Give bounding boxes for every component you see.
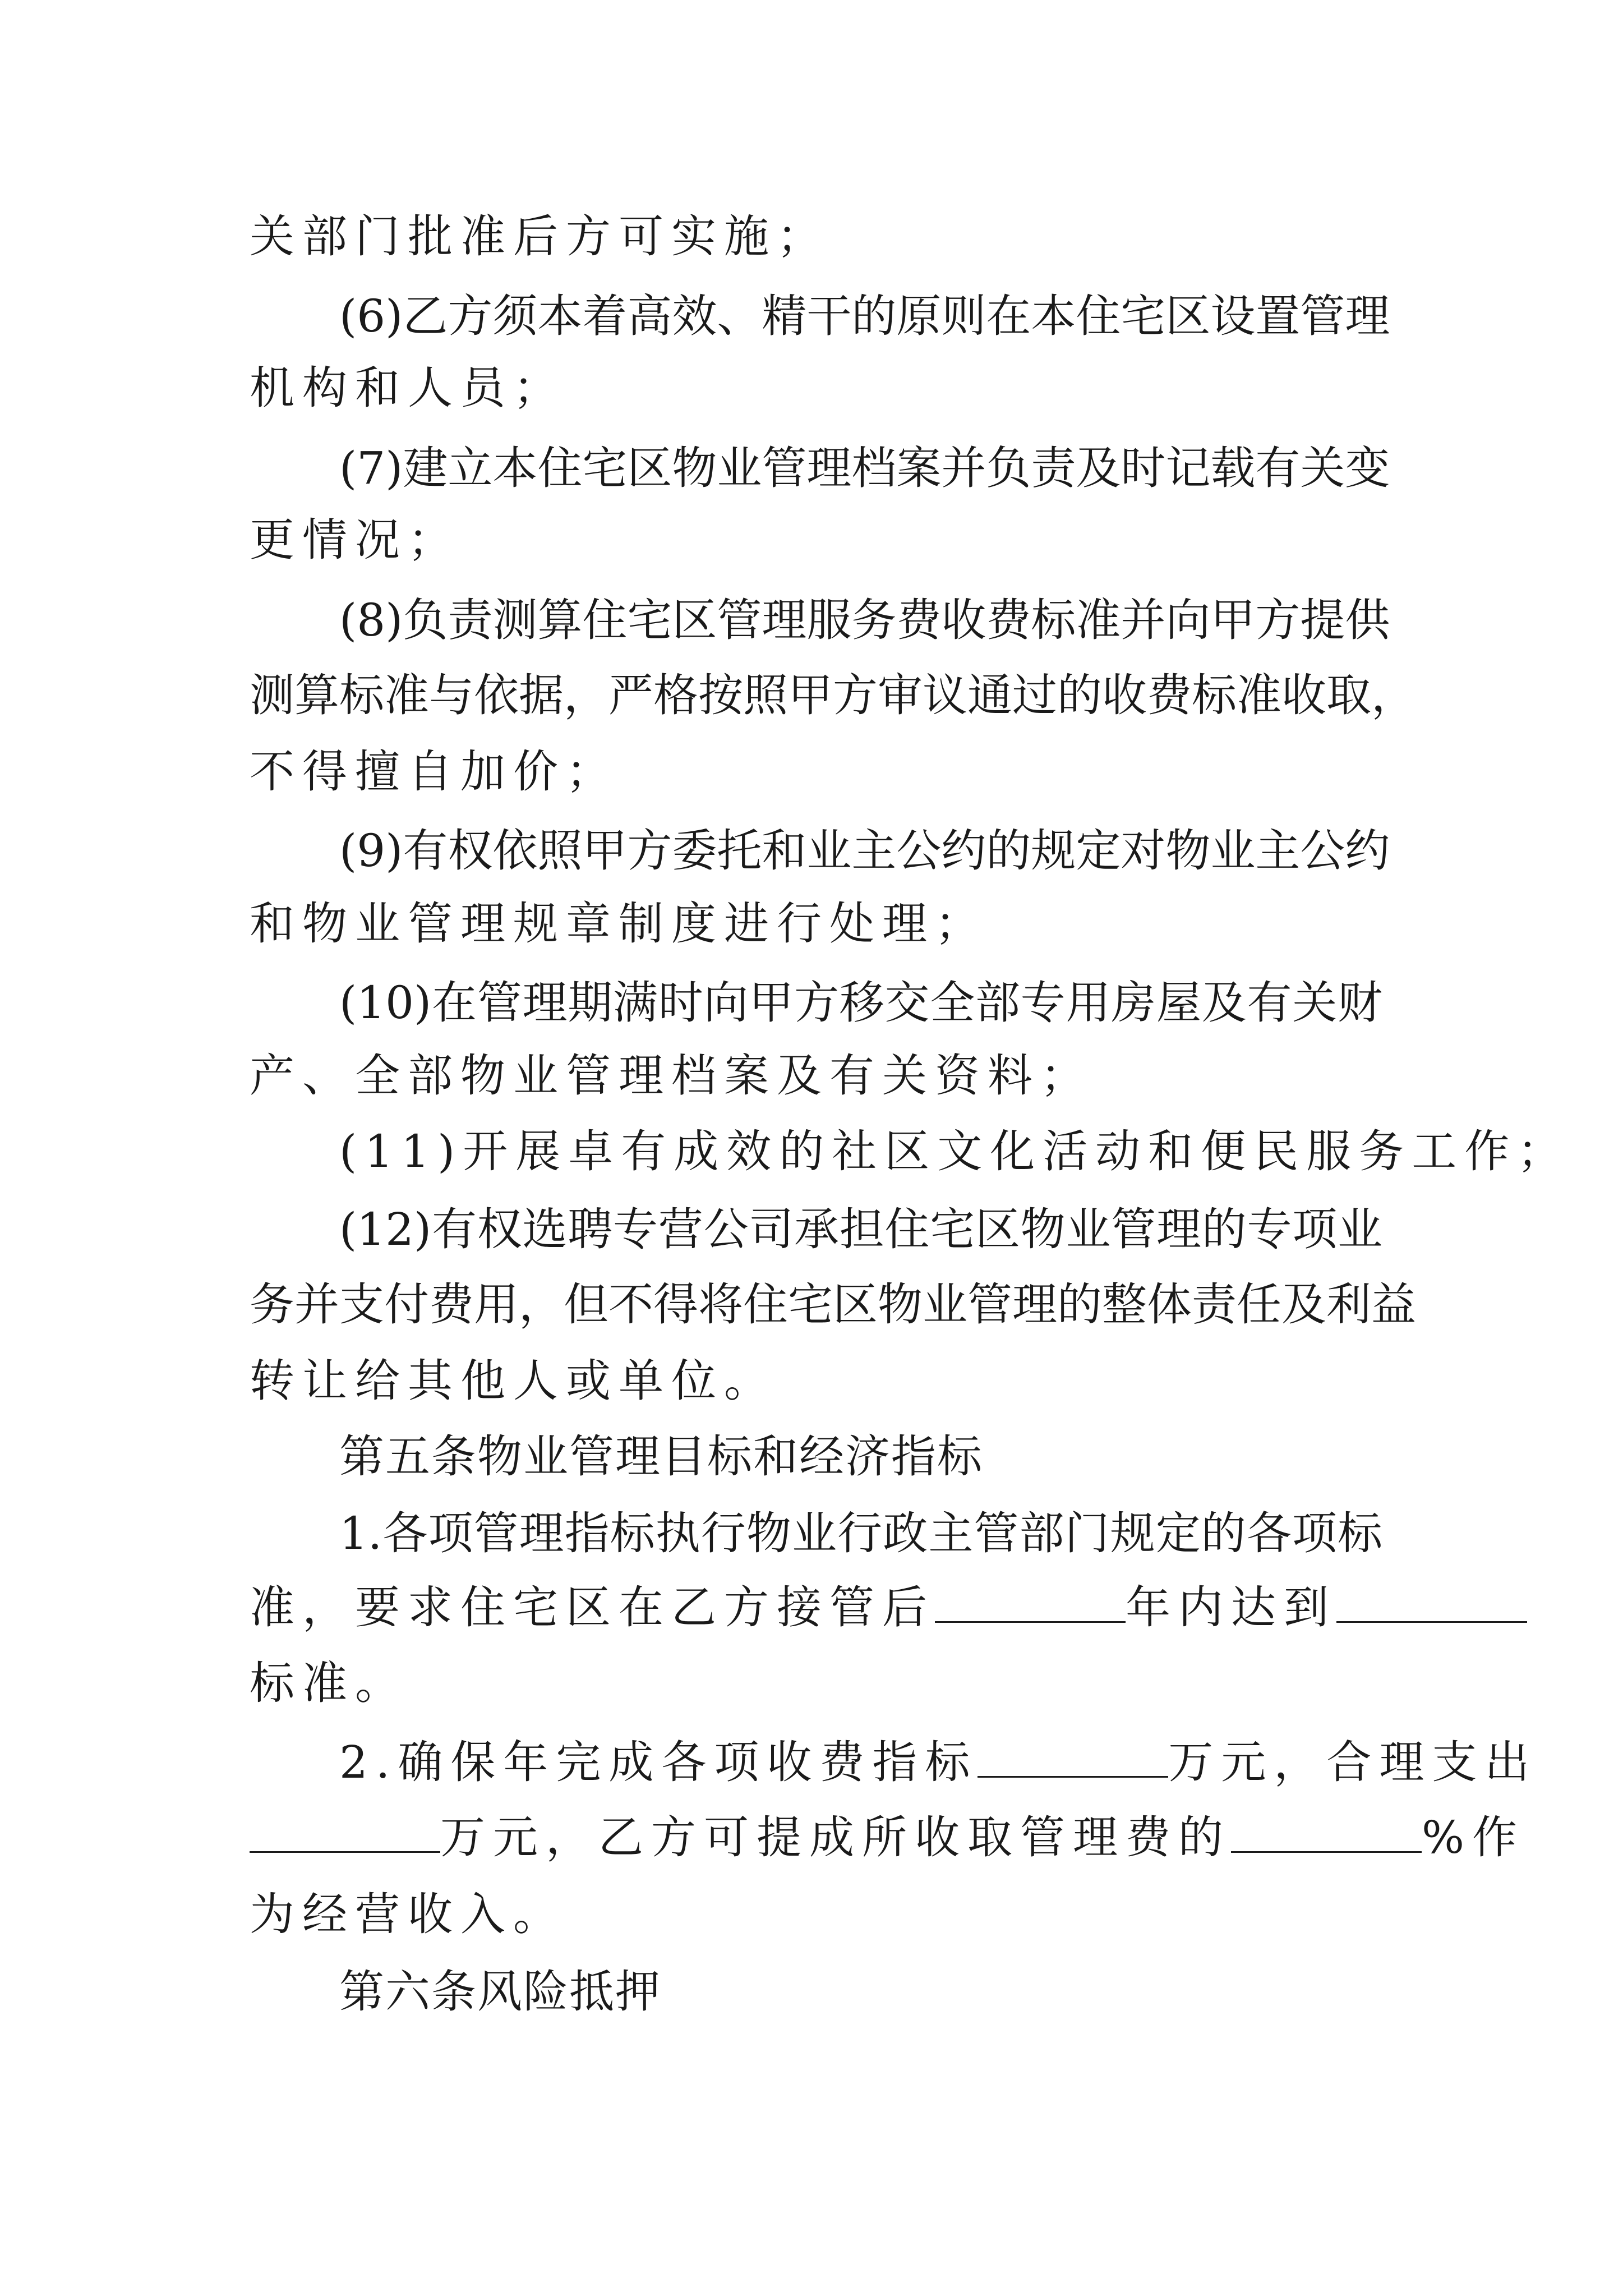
article-5-item-2-line-2 (250, 1807, 1525, 1869)
article-5-item-1-line-1: 1.各项管理指标执行物业行政主管部门规定的各项标 (339, 1507, 1382, 1559)
article-5-item-2-line-3: 为经营收入。 (250, 1888, 566, 1940)
clause-12-line-2: 务并支付费用，但不得将住宅区物业管理的整体责任及利益 (250, 1278, 1416, 1331)
clause-7-line-2: 更情况； (250, 514, 460, 566)
clause-9-line-1: (9)有权依照甲方委托和业主公约的规定对物业主公约 (339, 825, 1390, 877)
text-segment: %作 (1422, 1811, 1525, 1864)
article-5-item-1-line-3: 标准。 (250, 1657, 408, 1709)
clause-12-line-3: 转让给其他人或单位。 (250, 1355, 777, 1407)
fill-in-blank-standard[interactable] (1336, 1582, 1527, 1623)
clause-8-line-1: (8)负责测算住宅区管理服务费收费标准并向甲方提供 (339, 594, 1390, 646)
clause-10-line-2: 产、全部物业管理档案及有关资料； (250, 1050, 1093, 1102)
article-6-heading: 第六条风险抵押 (339, 1966, 661, 2018)
text-segment: 万元，合理支出 (1168, 1736, 1538, 1788)
article-5-heading: 第五条物业管理目标和经济指标 (339, 1430, 983, 1483)
text-segment: 万元，乙方可提成所收取管理费的 (440, 1811, 1231, 1864)
clause-8-line-3: 不得擅自加价； (250, 746, 619, 798)
clause-6-line-1: (6)乙方须本着高效、精干的原则在本住宅区设置管理 (339, 290, 1390, 342)
clause-11-line-1: (11)开展卓有成效的社区文化活动和便民服务工作； (339, 1125, 1570, 1177)
fill-in-blank-percentage[interactable] (1231, 1812, 1422, 1853)
fill-in-blank-fee-target[interactable] (978, 1737, 1168, 1778)
clause-8-line-2: 测算标准与依据，严格按照甲方审议通过的收费标准收取， (250, 669, 1416, 721)
article-5-item-2-line-1 (339, 1732, 1538, 1793)
text-segment: 2.确保年完成各项收费指标 (339, 1736, 978, 1788)
text-segment: 准，要求住宅区在乙方接管后 (250, 1581, 935, 1634)
text-segment: 年内达到 (1126, 1581, 1336, 1634)
fill-in-blank-years[interactable] (935, 1582, 1126, 1623)
clause-7-line-1: (7)建立本住宅区物业管理档案并负责及时记载有关变 (339, 442, 1390, 494)
article-5-item-1-line-2 (250, 1577, 1382, 1639)
clause-9-line-2: 和物业管理规章制度进行处理； (250, 898, 988, 950)
body-line: 关部门批准后方可实施； (250, 210, 829, 263)
clause-12-line-1: (12)有权选聘专营公司承担住宅区物业管理的专项业 (339, 1203, 1382, 1255)
clause-6-line-2: 机构和人员； (250, 362, 566, 414)
fill-in-blank-expenditure[interactable] (250, 1812, 440, 1853)
clause-10-line-1: (10)在管理期满时向甲方移交全部专用房屋及有关财 (339, 977, 1382, 1029)
